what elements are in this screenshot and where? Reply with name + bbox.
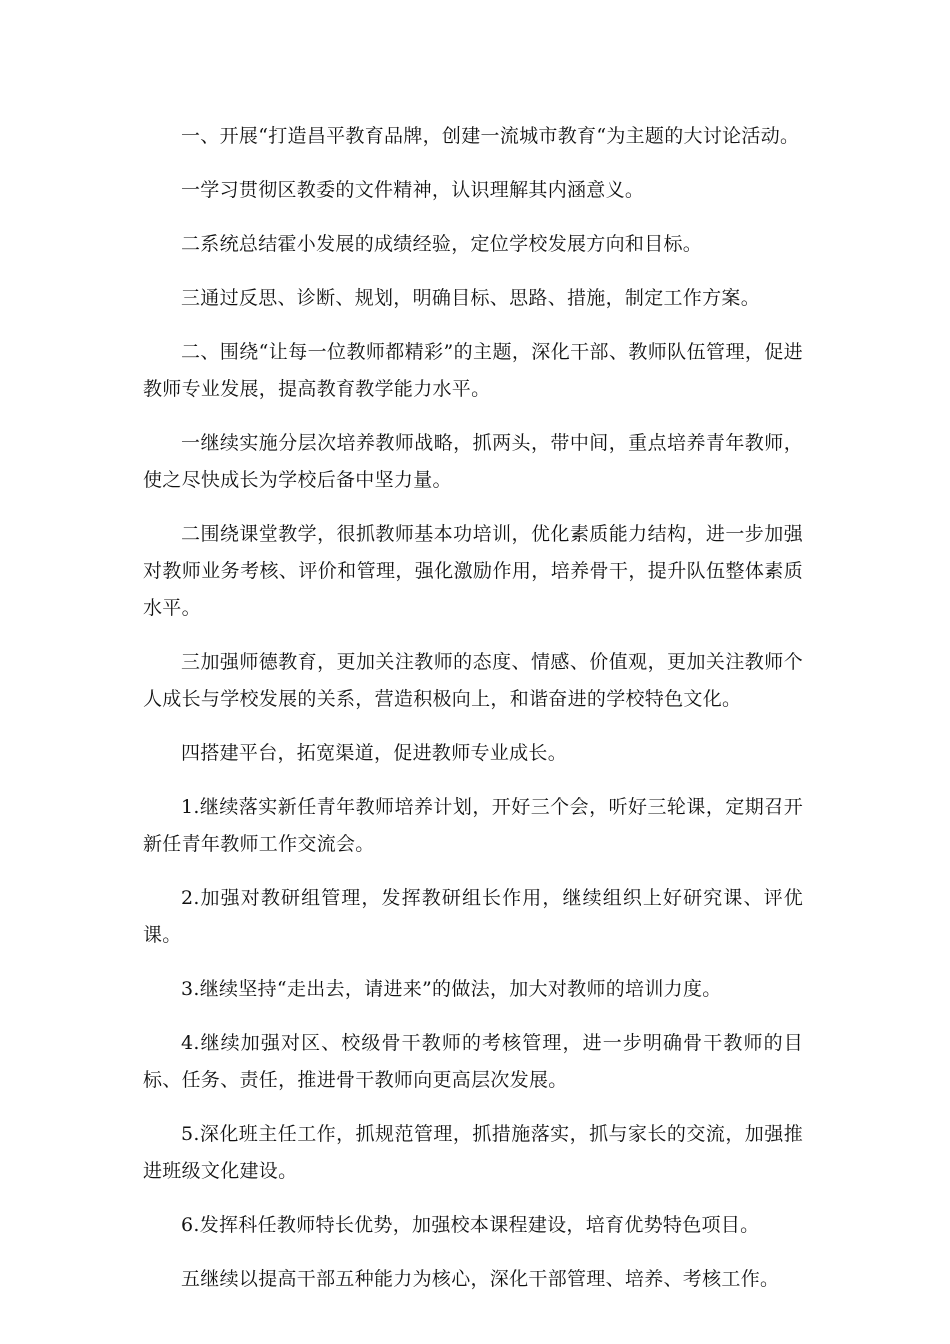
paragraph-8: 三加强师德教育，更加关注教师的态度、情感、价值观，更加关注教师个人成长与学校发展的关系，营造积极向上，和谐奋进的学校特色文化。 — [143, 651, 803, 710]
paragraph-2: 一学习贯彻区教委的文件精神，认识理解其内涵意义。 — [181, 179, 645, 201]
paragraph-6: 一继续实施分层次培养教师战略，抓两头，带中间，重点培养青年教师，使之尽快成长为学校后备中坚力量。 — [143, 432, 803, 491]
paragraph-14: 5.深化班主任工作，抓规范管理，抓措施落实，抓与家长的交流，加强推进班级文化建设。 — [143, 1123, 803, 1182]
paragraph-16: 五继续以提高干部五种能力为核心，深化干部管理、培养、考核工作。 — [181, 1268, 780, 1290]
paragraph-9: 四搭建平台，拓宽渠道，促进教师专业成长。 — [181, 742, 568, 764]
paragraph-15: 6.发挥科任教师特长优势，加强校本课程建设，培育优势特色项目。 — [181, 1214, 760, 1236]
paragraph-5: 二、围绕“让每一位教师都精彩”的主题，深化干部、教师队伍管理，促进教师专业发展，提高教育教学能力水平。 — [143, 341, 803, 400]
paragraph-1: 一、开展“打造昌平教育品牌，创建一流城市教育“为主题的大讨论活动。 — [181, 125, 800, 147]
paragraph-12: 3.继续坚持“走出去，请进来”的做法，加大对教师的培训力度。 — [181, 978, 722, 1000]
paragraph-3: 二系统总结霍小发展的成绩经验，定位学校发展方向和目标。 — [181, 233, 703, 255]
paragraph-7: 二围绕课堂教学，很抓教师基本功培训，优化素质能力结构，进一步加强对教师业务考核、评价和管理，强化激励作用，培养骨干，提升队伍整体素质水平。 — [143, 523, 803, 619]
paragraph-10: 1.继续落实新任青年教师培养计划，开好三个会，听好三轮课，定期召开新任青年教师工作交流会。 — [143, 796, 803, 855]
paragraph-13: 4.继续加强对区、校级骨干教师的考核管理，进一步明确骨干教师的目标、任务、责任，推进骨干教师向更高层次发展。 — [143, 1032, 803, 1091]
document-body — [143, 118, 803, 1315]
paragraph-4: 三通过反思、诊断、规划，明确目标、思路、措施，制定工作方案。 — [181, 287, 761, 309]
paragraph-11: 2.加强对教研组管理，发挥教研组长作用，继续组织上好研究课、评优课。 — [143, 887, 803, 946]
